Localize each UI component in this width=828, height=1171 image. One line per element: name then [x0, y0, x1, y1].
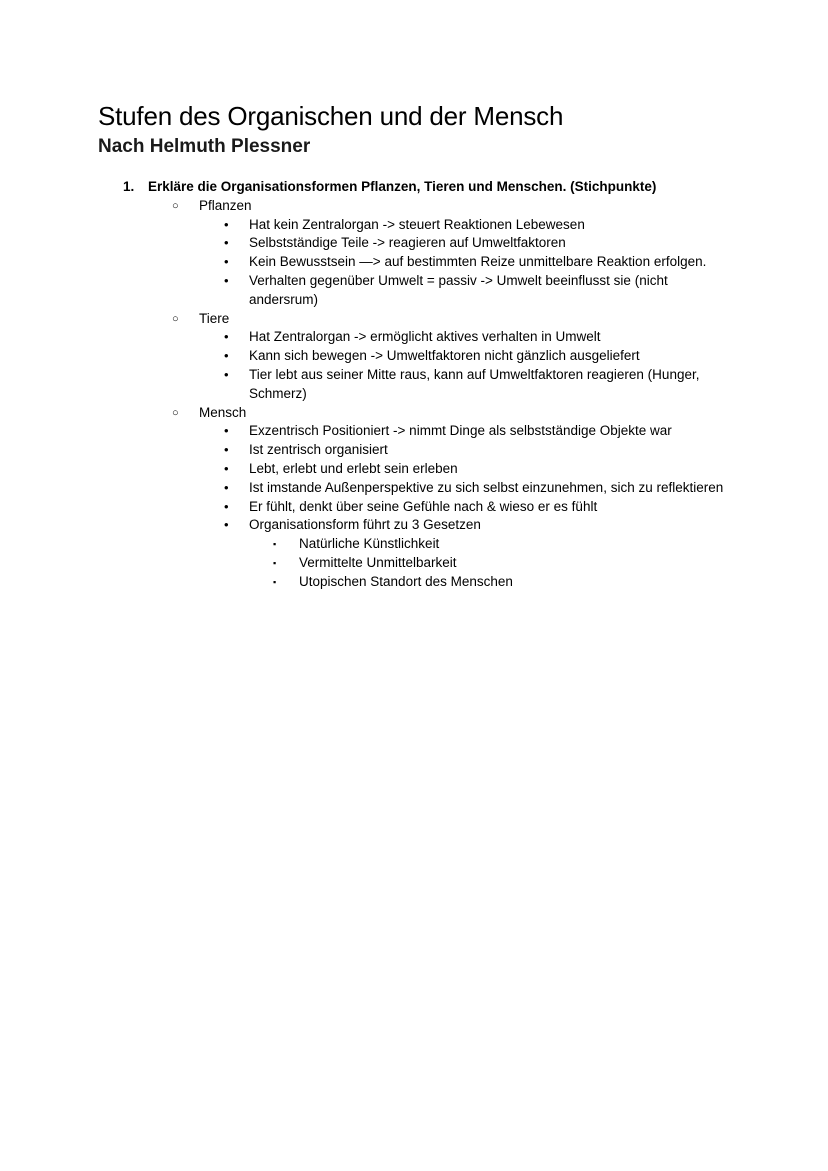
circle-bullet-icon: ○ [172, 406, 179, 419]
list-item [0, 216, 729, 235]
sub-list-item [0, 554, 729, 573]
list-item-text: Hat Zentralorgan -> ermöglicht aktives verhalten in Umwelt [249, 329, 601, 345]
list-item [0, 347, 729, 366]
bullet-icon: • [224, 460, 229, 476]
question-heading [0, 178, 828, 197]
list-item [0, 328, 729, 347]
sub-list-item [0, 573, 729, 592]
bullet-icon: • [224, 272, 229, 288]
group-label: Tiere [199, 310, 230, 326]
square-bullet-icon: ▪ [273, 539, 277, 550]
sub-list-item-text: Utopischen Standort des Menschen [299, 573, 513, 589]
circle-bullet-icon: ○ [172, 199, 179, 212]
group-mensch [0, 404, 739, 423]
square-bullet-icon: ▪ [273, 576, 277, 587]
circle-bullet-icon: ○ [172, 312, 179, 325]
list-item-text: Ist imstande Außenperspektive zu sich selbst einzunehmen, sich zu reflektieren [249, 479, 724, 495]
list-item-text: Selbstständige Teile -> reagieren auf Umweltfaktoren [249, 235, 566, 251]
sub-list-item-text: Vermittelte Unmittelbarkeit [299, 554, 457, 570]
bullet-icon: • [224, 254, 229, 270]
document-subtitle: Nach Helmuth Plessner [98, 136, 311, 157]
list-item-text: Tier lebt aus seiner Mitte raus, kann auf Umweltfaktoren reagieren (Hunger, Schmerz) [249, 366, 700, 401]
question-number: 1. [123, 179, 135, 194]
bullet-icon: • [224, 442, 229, 458]
list-item [0, 234, 729, 253]
square-bullet-icon: ▪ [273, 557, 277, 568]
list-item [0, 253, 729, 272]
list-item-text: Exzentrisch Positioniert -> nimmt Dinge als selbstständige Objekte war [249, 423, 672, 439]
list-item [0, 366, 729, 404]
bullet-icon: • [224, 498, 229, 514]
bullet-icon: • [224, 329, 229, 345]
list-item-text: Hat kein Zentralorgan -> steuert Reaktionen Lebewesen [249, 216, 585, 232]
list-item [0, 272, 729, 310]
group-pflanzen [0, 197, 739, 216]
list-item-text: Verhalten gegenüber Umwelt = passiv -> Umwelt beeinflusst sie (nicht andersrum) [249, 272, 668, 307]
list-item-text: Er fühlt, denkt über seine Gefühle nach & wieso er es fühlt [249, 498, 598, 514]
bullet-icon: • [224, 517, 229, 533]
bullet-icon: • [224, 366, 229, 382]
document-body [0, 178, 828, 592]
document-title: Stufen des Organischen und der Mensch [98, 101, 564, 131]
sub-list-item-text: Natürliche Künstlichkeit [299, 536, 440, 552]
bullet-icon: • [224, 216, 229, 232]
bullet-icon: • [224, 423, 229, 439]
group-label: Pflanzen [199, 197, 252, 213]
list-item [0, 479, 729, 498]
list-item [0, 498, 729, 517]
bullet-icon: • [224, 235, 229, 251]
list-item [0, 422, 729, 441]
list-item-text: Organisationsform führt zu 3 Gesetzen [249, 517, 481, 533]
list-item [0, 441, 729, 460]
question-text: Erkläre die Organisationsformen Pflanzen, Tieren und Menschen. (Stichpunkte) [148, 179, 657, 194]
bullet-icon: • [224, 479, 229, 495]
sub-list-item [0, 535, 729, 554]
list-item-text: Lebt, erlebt und erlebt sein erleben [249, 460, 458, 476]
list-item [0, 460, 729, 479]
list-item-text: Kein Bewusstsein —> auf bestimmten Reize unmittelbare Reaktion erfolgen. [249, 254, 707, 270]
list-item-text: Ist zentrisch organisiert [249, 442, 388, 458]
list-item-text: Kann sich bewegen -> Umweltfaktoren nicht gänzlich ausgeliefert [249, 348, 640, 364]
list-item [0, 516, 729, 535]
bullet-icon: • [224, 348, 229, 364]
group-tiere [0, 310, 739, 329]
group-label: Mensch [199, 404, 247, 420]
